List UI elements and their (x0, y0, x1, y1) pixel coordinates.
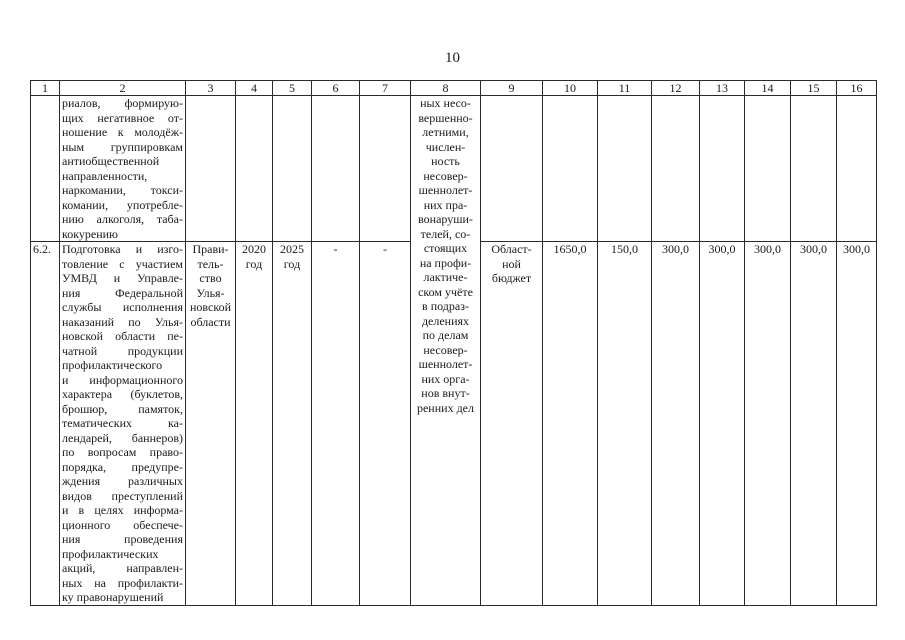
text-line: ность (431, 154, 460, 168)
text-line: порядка, предупре- (62, 459, 183, 474)
text-line: ском учёте (418, 284, 473, 299)
text-line: ждения различных (62, 474, 183, 488)
cell-year-2025: 300,0 (837, 242, 877, 606)
cell-measure-description (60, 96, 186, 242)
header-cell: 10 (543, 81, 598, 96)
cell-year-2023 (745, 96, 791, 242)
cell-year-2020: 150,0 (598, 242, 652, 606)
header-cell: 7 (360, 81, 411, 96)
cell-year-2024 (791, 96, 837, 242)
header-cell: 1 (31, 81, 60, 96)
cell-col6 (312, 96, 360, 242)
text-line: наказаний по Улья- (62, 314, 183, 329)
text-line: год (245, 256, 263, 271)
text-line: профилактического (62, 358, 163, 372)
cell-executor (186, 242, 236, 606)
text-line: 2020 (242, 242, 266, 256)
text-line: ния Федеральной (62, 285, 183, 300)
text-line: шеннолет- (418, 183, 473, 197)
text-line: в подраз- (422, 299, 469, 313)
header-cell: 8 (411, 81, 481, 96)
text-line: Прави- (192, 242, 229, 256)
text-line: 2025 (280, 242, 304, 256)
program-table (30, 80, 877, 606)
text-line: УМВД и Управле- (62, 271, 183, 285)
cell-number: 6.2. (31, 242, 60, 606)
text-line: нию алкоголя, таба- (62, 212, 183, 226)
cell-end-year (273, 242, 312, 606)
text-line: профилактических (62, 546, 159, 561)
text-line: ренних дел (416, 400, 474, 415)
text-line: и информационного (62, 372, 183, 387)
text-line: тематических ка- (62, 416, 183, 430)
text-line: области (190, 314, 231, 329)
header-cell: 5 (273, 81, 312, 96)
text-line: ной (502, 256, 521, 271)
header-cell: 9 (481, 81, 543, 96)
cell-year-2022 (700, 96, 745, 242)
text-line: направленности, (62, 168, 148, 183)
text-line: риалов, формирую- (62, 96, 183, 110)
text-line: несовер- (423, 168, 468, 183)
text-line: вершенно- (418, 110, 473, 125)
cell-year-2024: 300,0 (791, 242, 837, 606)
text-line: ных на профилакти- (62, 575, 183, 590)
cell-end-year (273, 96, 312, 242)
text-line: ных несо- (420, 96, 471, 110)
text-line: шеннолет- (418, 357, 473, 371)
header-cell: 14 (745, 81, 791, 96)
text-line: ство (199, 271, 222, 285)
text-line: Област- (491, 242, 532, 256)
header-cell: 16 (837, 81, 877, 96)
text-line: комании, употребле- (62, 197, 183, 212)
text-line: кокурению (62, 226, 119, 241)
text-line: летними, (422, 125, 469, 139)
text-line: Улья- (196, 285, 225, 300)
text-line: новской (190, 300, 231, 314)
cell-col7: - (360, 242, 411, 606)
header-cell: 13 (700, 81, 745, 96)
text-line: товление с участием (62, 256, 183, 271)
cell-col7 (360, 96, 411, 242)
text-line: видов преступлений (62, 488, 183, 503)
cell-year-2020 (598, 96, 652, 242)
text-line: щих негативное от- (62, 110, 183, 125)
table-row (31, 96, 877, 242)
text-line: телей, со- (420, 226, 471, 241)
header-cell: 11 (598, 81, 652, 96)
cell-executor (186, 96, 236, 242)
cell-year-2025 (837, 96, 877, 242)
text-line: на профи- (419, 255, 472, 270)
text-line: брошюр, памяток, (62, 401, 183, 416)
text-line: лендарей, баннеров) (62, 430, 183, 445)
text-line: ционного обеспече- (62, 517, 183, 532)
header-cell: 4 (236, 81, 273, 96)
text-line: по вопросам право- (62, 445, 183, 459)
text-line: чатной продукции (62, 343, 183, 358)
header-cell: 12 (652, 81, 700, 96)
cell-measure-description (60, 242, 186, 606)
cell-start-year (236, 96, 273, 242)
header-cell: 15 (791, 81, 837, 96)
text-line: ку правонарушений (62, 590, 164, 604)
cell-total: 1650,0 (543, 242, 598, 606)
text-line: нов внут- (421, 386, 470, 400)
cell-start-year (236, 242, 273, 606)
text-line: вонаруши- (418, 212, 473, 226)
cell-funding-source (481, 96, 543, 242)
text-line: ным группировкам (62, 139, 183, 154)
cell-col6: - (312, 242, 360, 606)
text-line: год (283, 256, 301, 271)
cell-indicator (411, 96, 481, 606)
text-line: по делам (422, 328, 469, 342)
text-line: бюджет (491, 271, 532, 285)
cell-total (543, 96, 598, 242)
text-line: ношение к молодёж- (62, 125, 183, 139)
cell-year-2023: 300,0 (745, 242, 791, 606)
cell-funding-source (481, 242, 543, 606)
text-line: и в целях информа- (62, 503, 183, 517)
text-line: наркомании, токси- (62, 183, 183, 197)
page-number: 10 (445, 50, 460, 66)
text-line: делениях (421, 313, 470, 328)
cell-year-2021: 300,0 (652, 242, 700, 606)
text-line: характера (буклетов, (62, 387, 183, 401)
cell-year-2022: 300,0 (700, 242, 745, 606)
text-line: несовер- (423, 342, 468, 357)
header-row (31, 81, 877, 96)
text-line: ния проведения (62, 532, 183, 546)
cell-number (31, 96, 60, 242)
text-line: Подготовка и изго- (62, 242, 183, 256)
header-cell: 6 (312, 81, 360, 96)
text-line: новской области пе- (62, 329, 183, 343)
text-line: них орга- (421, 371, 470, 386)
text-line: лактиче- (423, 270, 468, 284)
header-cell: 2 (60, 81, 186, 96)
text-line: стоящих (423, 241, 468, 255)
text-line: акций, направлен- (62, 561, 183, 575)
text-line: них пра- (423, 197, 468, 212)
text-line: числен- (425, 139, 466, 154)
text-line: тель- (197, 256, 224, 271)
text-line: службы исполнения (62, 300, 183, 314)
header-cell: 3 (186, 81, 236, 96)
text-line: антиобщественной (62, 154, 160, 168)
cell-year-2021 (652, 96, 700, 242)
